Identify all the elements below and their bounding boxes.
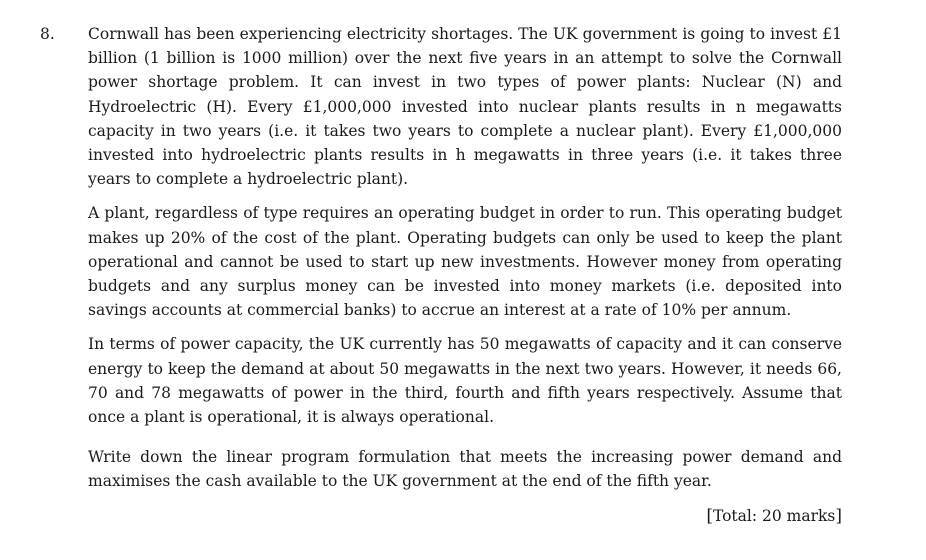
paragraph-2: A plant, regardless of type requires an operating budget in order to run. This operating budget makes up 20% of the cost of the plant. Operating budgets can only be used to keep the plant operational and cannot be used to start up new investments. However money from operating budgets and any surplus money can be invested into money markets (i.e. deposited into savings accounts at commercial banks) to accrue an interest at a rate of 10% per annum.: [88, 204, 842, 320]
total-marks-text: Total: 20 marks: [712, 506, 836, 525]
question-body: [88, 22, 842, 528]
paragraph-3: In terms of power capacity, the UK currently has 50 megawatts of capacity and it can conserve energy to keep the demand at about 50 megawatts in the next two years. However, it needs 66, 70 and 78 megawatts of power in the third, fourth and fifth years respectively. Assume that once a plant is operational, it is always operational.: [88, 335, 842, 427]
close-bracket: ]: [835, 505, 842, 526]
total-marks: [88, 504, 842, 528]
open-bracket: [: [706, 505, 713, 526]
question-block: [40, 22, 842, 528]
paragraph-4: Write down the linear program formulation that meets the increasing power demand and maximises the cash available to the UK government at the end of the fifth year.: [88, 448, 842, 491]
question-number: 8.: [40, 25, 55, 43]
paragraph-1: Cornwall has been experiencing electricity shortages. The UK government is going to invest £1 billion (1 billion is 1000 million) over the next five years in an attempt to solve the Cornwall power shortage problem. It can invest in two types of power plants: Nuclear (N) and Hydroelectric (H). Every £1,000,000 invested into nuclear plants results in n megawatts capacity in two years (i.e. it takes two years to complete a nuclear plant). Every £1,000,000 invested into hydroelectric plants results in h megawatts in three years (i.e. it takes three years to complete a hydroelectric plant).: [88, 25, 842, 189]
